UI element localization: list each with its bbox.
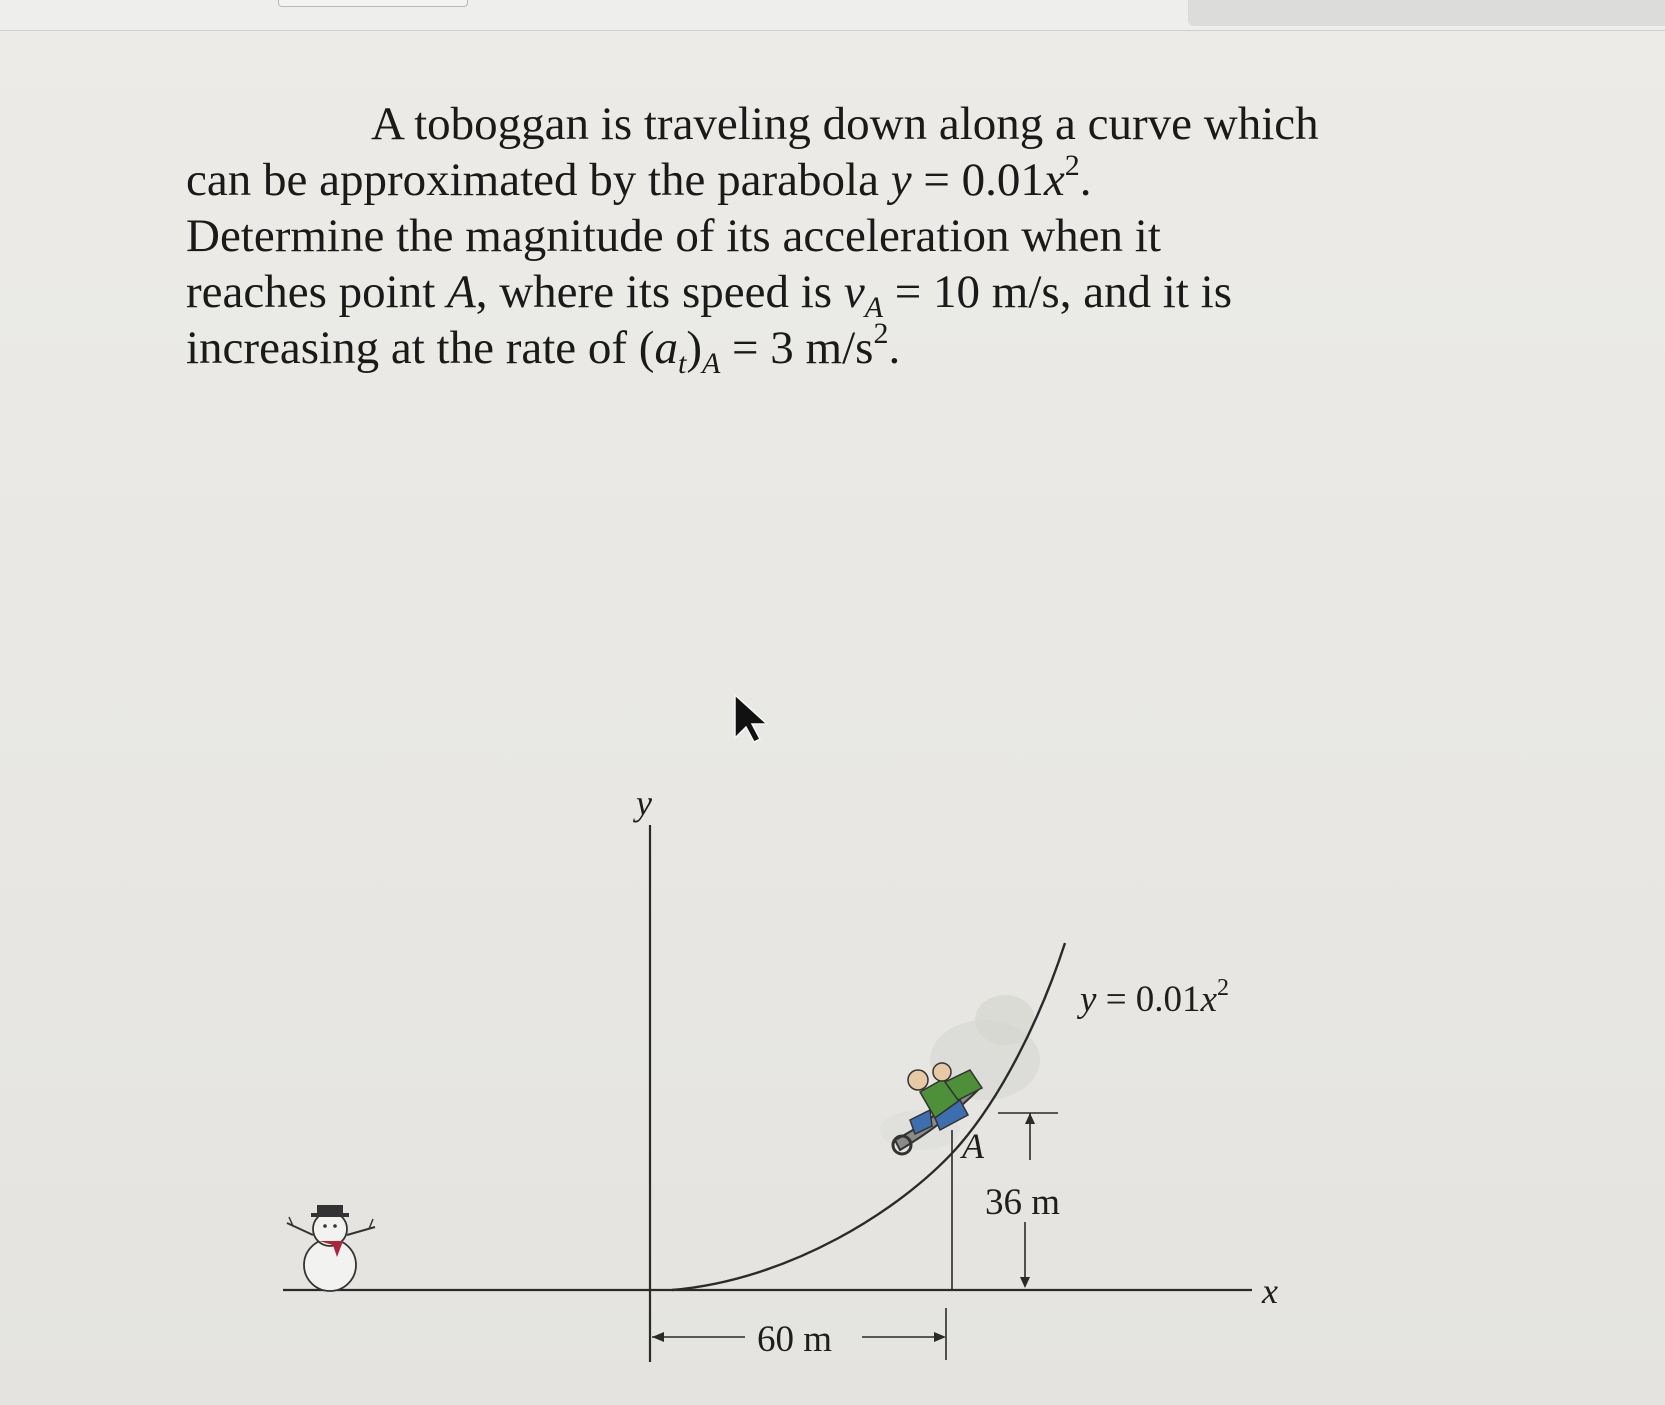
- curve-label-x: x: [1200, 979, 1217, 1020]
- height-dimension-label: 36 m: [985, 1182, 1061, 1223]
- curve-label-coefficient: = 0.01: [1096, 979, 1201, 1020]
- speed-subscript: A: [864, 291, 884, 324]
- horizontal-dimension-label: 60 m: [757, 1319, 833, 1360]
- curve-equation-label: [1076, 975, 1229, 1020]
- equation-exponent: 2: [1064, 149, 1080, 182]
- punctuation: .: [1079, 154, 1092, 206]
- accel-tangential-subscript: t: [677, 347, 687, 380]
- snowman-icon: [287, 1205, 375, 1291]
- snow-spray: [880, 995, 1040, 1150]
- mouse-cursor-icon: [735, 695, 767, 742]
- speed-symbol: v: [843, 266, 865, 318]
- point-a-reference: A: [447, 266, 476, 318]
- y-axis-label: y: [636, 783, 652, 823]
- problem-line-4-mid: , where its speed is: [475, 266, 844, 318]
- curve-label-y: y: [1080, 979, 1097, 1020]
- accel-value: = 3 m/s: [720, 322, 874, 374]
- problem-line-3: Determine the magnitude of its acceleration when it: [186, 210, 1161, 262]
- x-axis-label: x: [1262, 1271, 1278, 1311]
- equation-variable-y: y: [890, 154, 912, 206]
- point-a-label: A: [962, 1126, 984, 1166]
- accel-symbol: a: [654, 322, 678, 374]
- punctuation: .: [888, 322, 901, 374]
- problem-line-1: A toboggan is traveling down along a curve which: [371, 98, 1319, 150]
- problem-line-5-text: increasing at the rate of (: [186, 322, 655, 374]
- curve-label-exponent: 2: [1217, 975, 1229, 1001]
- problem-line-2-text: can be approximated by the parabola: [186, 154, 891, 206]
- equation-coefficient: = 0.01: [911, 154, 1044, 206]
- accel-point-subscript: A: [701, 347, 721, 380]
- paren-close: ): [686, 322, 702, 374]
- speed-value: = 10 m/s, and it is: [883, 266, 1233, 318]
- problem-line-4-text: reaches point: [186, 266, 448, 318]
- equation-variable-x: x: [1043, 154, 1065, 206]
- accel-unit-exponent: 2: [873, 317, 889, 350]
